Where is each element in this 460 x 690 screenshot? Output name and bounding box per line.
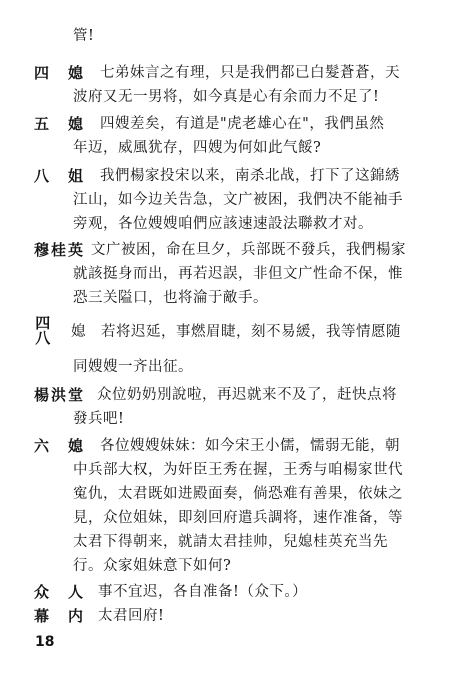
- speaker-name: 四 媳: [34, 64, 86, 82]
- dialogue-text: 媳 若将迟延，事燃眉睫，刻不易緩，我等情愿随: [71, 324, 401, 340]
- dialogue-text: 四嫂差矣，有道是"虎老雄心在"，我們虽然: [100, 116, 385, 132]
- dialogue-text: 各位嫂嫂妹妹：如今宋王小儒，懦弱无能，朝: [100, 438, 400, 454]
- dialogue-text: 事不宜迟，各自准备!（众下。）: [98, 584, 308, 600]
- speaker-name: 六 媳: [34, 437, 86, 455]
- speaker-name: 众 人: [34, 583, 86, 601]
- speaker-name: 八 姐: [34, 167, 86, 185]
- speaker-name: 幕 内: [34, 607, 86, 625]
- book-page: 管! 四 媳 七弟妹言之有理，只是我們都已白髮蒼蒼，天 波府又无一男将，如今真是心有余而力不足了! 五 媳 四嫂差矣，有道是"虎老雄心在"，我們虽然 年迈，威風犹存，四嫂为何如此气餒? 八 姐 我們楊家投宋以来，南杀北战，打下了这錦綉 江山，如今边关告急，文广被困，我們决不能袖手 旁观，各位嫂嫂咱們应該速速設法聯救才对。 穆桂英 文广被困，命在旦夕，兵部既不發兵，我們楊家 就該挺身而出，再若迟誤，非但文广性命不保，惟 恐三关隘口，也将淪于敵手。 四 八 媳 若将迟延，事燃眉睫，刻不易緩，我等情愿随 同嫂嫂一齐出征。 楊洪堂 众位奶奶別說啦，再迟就来不及了，赶快点将 發兵吧! 六 媳 各位嫂嫂妹妹：如今宋王小儒，懦弱无能，朝 中兵部大权，为奸臣王秀在握，王秀与咱楊家世代 寃仇，太君既如进殿面奏，倘恐难有善果，依妹之 見，众位姐妹，即刻回府遣兵調将，速作准备，等 太君下得朝来，就請太君挂帅，兒媳桂英充当先 行。众家姐妹意下如何? 众 人 事不宜迟，各自准备!（众下。） 幕 内 太君回府! 18: [34, 28, 406, 650]
- speaker-name: 穆桂英: [34, 241, 86, 259]
- dialogue-text: 我們楊家投宋以来，南杀北战，打下了这錦綉: [100, 168, 400, 184]
- dialogue-text: 太君回府!: [98, 608, 165, 624]
- dialogue-text: 众位奶奶別說啦，再迟就来不及了，赶快点将: [97, 387, 397, 403]
- speaker-name: 四 八: [35, 314, 51, 347]
- page-number: 18: [35, 634, 55, 650]
- speaker-name: 楊洪堂: [34, 386, 86, 404]
- speaker-name: 五 媳: [34, 115, 86, 133]
- dialogue-text: 文广被困，命在旦夕，兵部既不發兵，我們楊家: [91, 242, 406, 258]
- dialogue-text: 七弟妹言之有理，只是我們都已白髮蒼蒼，天: [100, 65, 400, 81]
